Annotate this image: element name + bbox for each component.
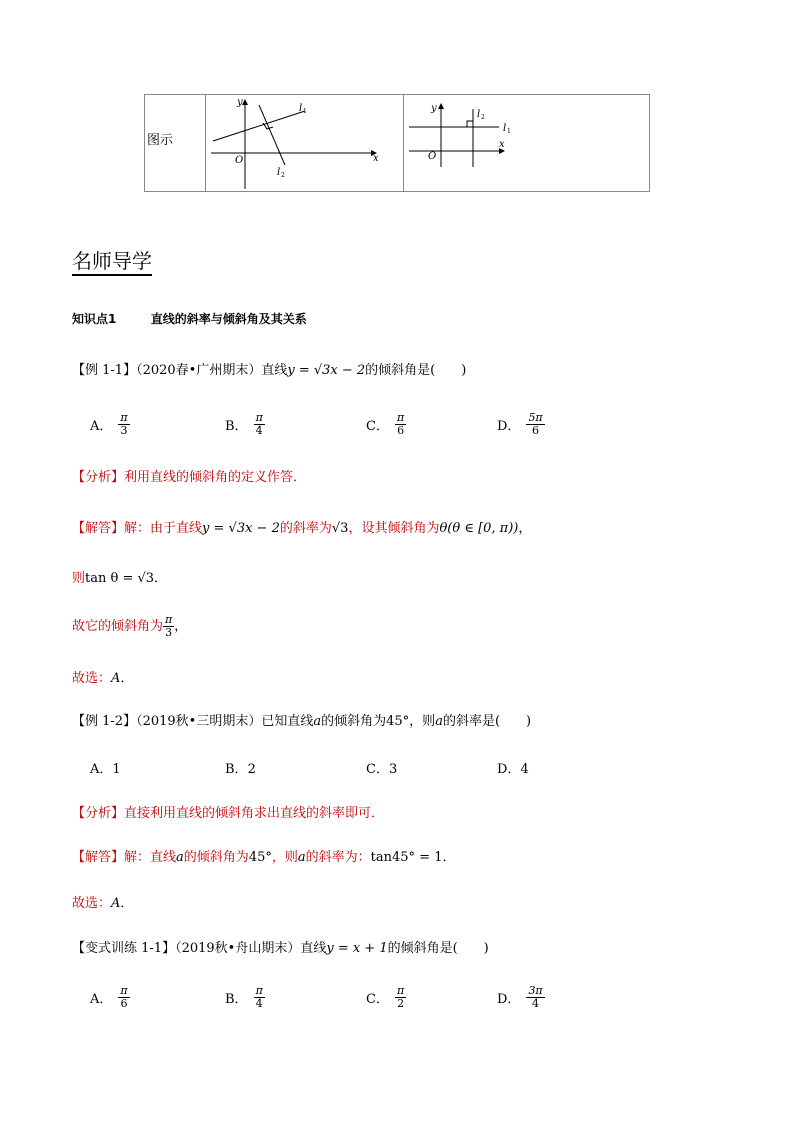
answer-text: ，设其倾斜角为 [348, 521, 440, 536]
tan-prefix: 则 [72, 571, 86, 586]
option-letter: B． [225, 762, 248, 777]
answer-2 [72, 850, 456, 866]
variable: a [313, 714, 322, 729]
choose-answer: A [111, 896, 121, 911]
option-fraction: $\frac{\pi}{2}$ [396, 984, 405, 1010]
angle-prefix: 故它的倾斜角为 [72, 618, 164, 634]
degree: 45° [386, 714, 410, 729]
option-a[interactable] [90, 985, 130, 1010]
knowledge-title: 直线的斜率与倾斜角及其关系 [150, 312, 307, 326]
option-letter: B． [225, 992, 248, 1007]
option-d[interactable] [497, 762, 529, 778]
example-source: （2020春•广州期末）直线 [136, 363, 288, 378]
option-letter: D． [497, 419, 521, 434]
line-l2 [259, 105, 285, 165]
tan-equation: tan θ = √3 [85, 571, 155, 586]
answer-slope: √3 [331, 521, 349, 536]
l1-label: l [503, 123, 507, 134]
option-letter: C． [366, 419, 389, 434]
figure-label: 图示 [147, 133, 174, 148]
option-letter: A． [90, 762, 113, 777]
tan-line [72, 571, 167, 587]
answer-text: 的倾斜角为 [183, 850, 249, 865]
option-fraction: $\frac{\pi}{6}$ [396, 411, 405, 437]
equation: y = x + 1 [326, 941, 388, 956]
l2-sub: 2 [481, 114, 485, 121]
answer-equation: tan45° = 1 [370, 850, 443, 865]
option-a[interactable] [90, 762, 121, 778]
angle-line [72, 614, 187, 639]
choose-end: ． [120, 671, 134, 686]
example-tag: 【例 1-1】 [72, 363, 137, 378]
option-value: 2 [247, 762, 256, 777]
variable: a [176, 850, 184, 865]
angle-fraction: $\frac{\pi}{3}$ [165, 613, 173, 639]
x-label: x [373, 153, 379, 164]
variant-1-1-question [72, 941, 489, 957]
option-b[interactable] [225, 985, 265, 1010]
option-value: 1 [112, 762, 121, 777]
option-d[interactable] [497, 412, 545, 437]
option-c[interactable] [366, 762, 397, 778]
option-b[interactable] [225, 762, 256, 778]
l2-sub: 2 [281, 172, 285, 179]
example-source: （2019秋•三明期末）已知直线 [136, 714, 314, 729]
variant-tag: 【变式训练 1-1】 [72, 941, 176, 956]
choose-label: 故选： [72, 896, 112, 911]
origin-label: O [428, 151, 437, 162]
option-b[interactable] [225, 412, 265, 437]
right-angle-mark [467, 121, 473, 127]
answer-equation: y = √3x − 2 [202, 521, 280, 536]
option-value: 4 [520, 762, 529, 777]
example-tag: 【例 1-2】 [72, 714, 137, 729]
answer-text: 的斜率为 [279, 521, 332, 536]
option-fraction: $\frac{\pi}{4}$ [255, 984, 263, 1010]
perpendicular-lines-figure-2 [403, 95, 649, 193]
figure-cell-2 [403, 95, 649, 191]
x-label: x [499, 139, 505, 150]
answer-text: 的斜率为： [305, 850, 371, 865]
l1-sub: 1 [303, 108, 307, 115]
option-fraction: $\frac{5\pi}{6}$ [528, 411, 543, 437]
origin-label: O [235, 155, 244, 166]
l2-label: l [277, 167, 281, 178]
option-fraction: $\frac{\pi}{3}$ [120, 411, 128, 437]
option-letter: D． [497, 992, 521, 1007]
answer-tag: 【解答】 [72, 850, 125, 865]
answer-end: ． [442, 850, 456, 865]
y-axis-arrow [438, 103, 444, 109]
option-letter: C． [366, 762, 389, 777]
choose-1 [72, 671, 133, 687]
angle-suffix: ， [174, 618, 188, 634]
option-a[interactable] [90, 412, 130, 437]
tan-suffix: ． [154, 571, 168, 586]
choose-label: 故选： [72, 671, 112, 686]
analysis-1 [72, 470, 306, 486]
line-l1 [213, 111, 305, 141]
choose-end: ． [120, 896, 134, 911]
option-letter: A． [90, 992, 113, 1007]
analysis-tag: 【分析】 [72, 806, 125, 821]
option-letter: B． [225, 419, 248, 434]
answer-1 [72, 521, 531, 537]
answer-tag: 【解答】 [72, 521, 125, 536]
option-d[interactable] [497, 985, 545, 1010]
option-c[interactable] [366, 412, 406, 437]
example-1-2-question [72, 714, 531, 730]
option-fraction: $\frac{3\pi}{4}$ [528, 984, 543, 1010]
degree: 45° [248, 850, 272, 865]
option-letter: C． [366, 992, 389, 1007]
answer-theta: θ(θ ∈ [0, π)) [439, 521, 519, 536]
variant-source: （2019秋•舟山期末）直线 [175, 941, 327, 956]
equation: y = √3x − 2 [287, 363, 366, 378]
example-1-1-question [72, 363, 466, 379]
answer-text: 解：直线 [124, 850, 177, 865]
perpendicular-lines-figure-1 [205, 95, 403, 193]
choose-2 [72, 896, 133, 912]
variable: a [297, 850, 306, 865]
y-label: y [431, 103, 437, 114]
analysis-tag: 【分析】 [72, 470, 125, 485]
option-fraction: $\frac{\pi}{6}$ [120, 984, 128, 1010]
question-tail: 的斜率是( ) [442, 714, 532, 729]
option-fraction: $\frac{\pi}{4}$ [255, 411, 263, 437]
l1-sub: 1 [507, 128, 511, 135]
analysis-2 [72, 806, 384, 822]
option-letter: A． [90, 419, 113, 434]
option-c[interactable] [366, 985, 406, 1010]
l2-label: l [477, 109, 481, 120]
question-text: ，则 [409, 714, 436, 729]
analysis-text: 直接利用直线的倾斜角求出直线的斜率即可． [124, 806, 385, 821]
answer-text: ，则 [271, 850, 298, 865]
choose-answer: A [111, 671, 121, 686]
question-tail: 的倾斜角是( ) [387, 941, 489, 956]
knowledge-heading [72, 310, 307, 327]
section-title: 名师导学 [72, 249, 152, 276]
figure-label-cell [145, 95, 206, 191]
y-label: y [237, 97, 243, 108]
answer-text: 解：由于直线 [124, 521, 203, 536]
figure-table [144, 94, 650, 192]
question-tail: 的倾斜角是( ) [365, 363, 467, 378]
option-value: 3 [388, 762, 398, 777]
figure-cell-1 [205, 95, 404, 191]
analysis-text: 利用直线的倾斜角的定义作答． [124, 470, 307, 485]
variable: a [435, 714, 443, 729]
answer-text: ， [518, 521, 532, 536]
knowledge-label: 知识点1 [72, 312, 117, 326]
option-letter: D． [497, 762, 521, 777]
l1-label: l [299, 103, 303, 114]
y-axis-arrow [242, 99, 248, 105]
question-text: 的倾斜角为 [321, 714, 387, 729]
